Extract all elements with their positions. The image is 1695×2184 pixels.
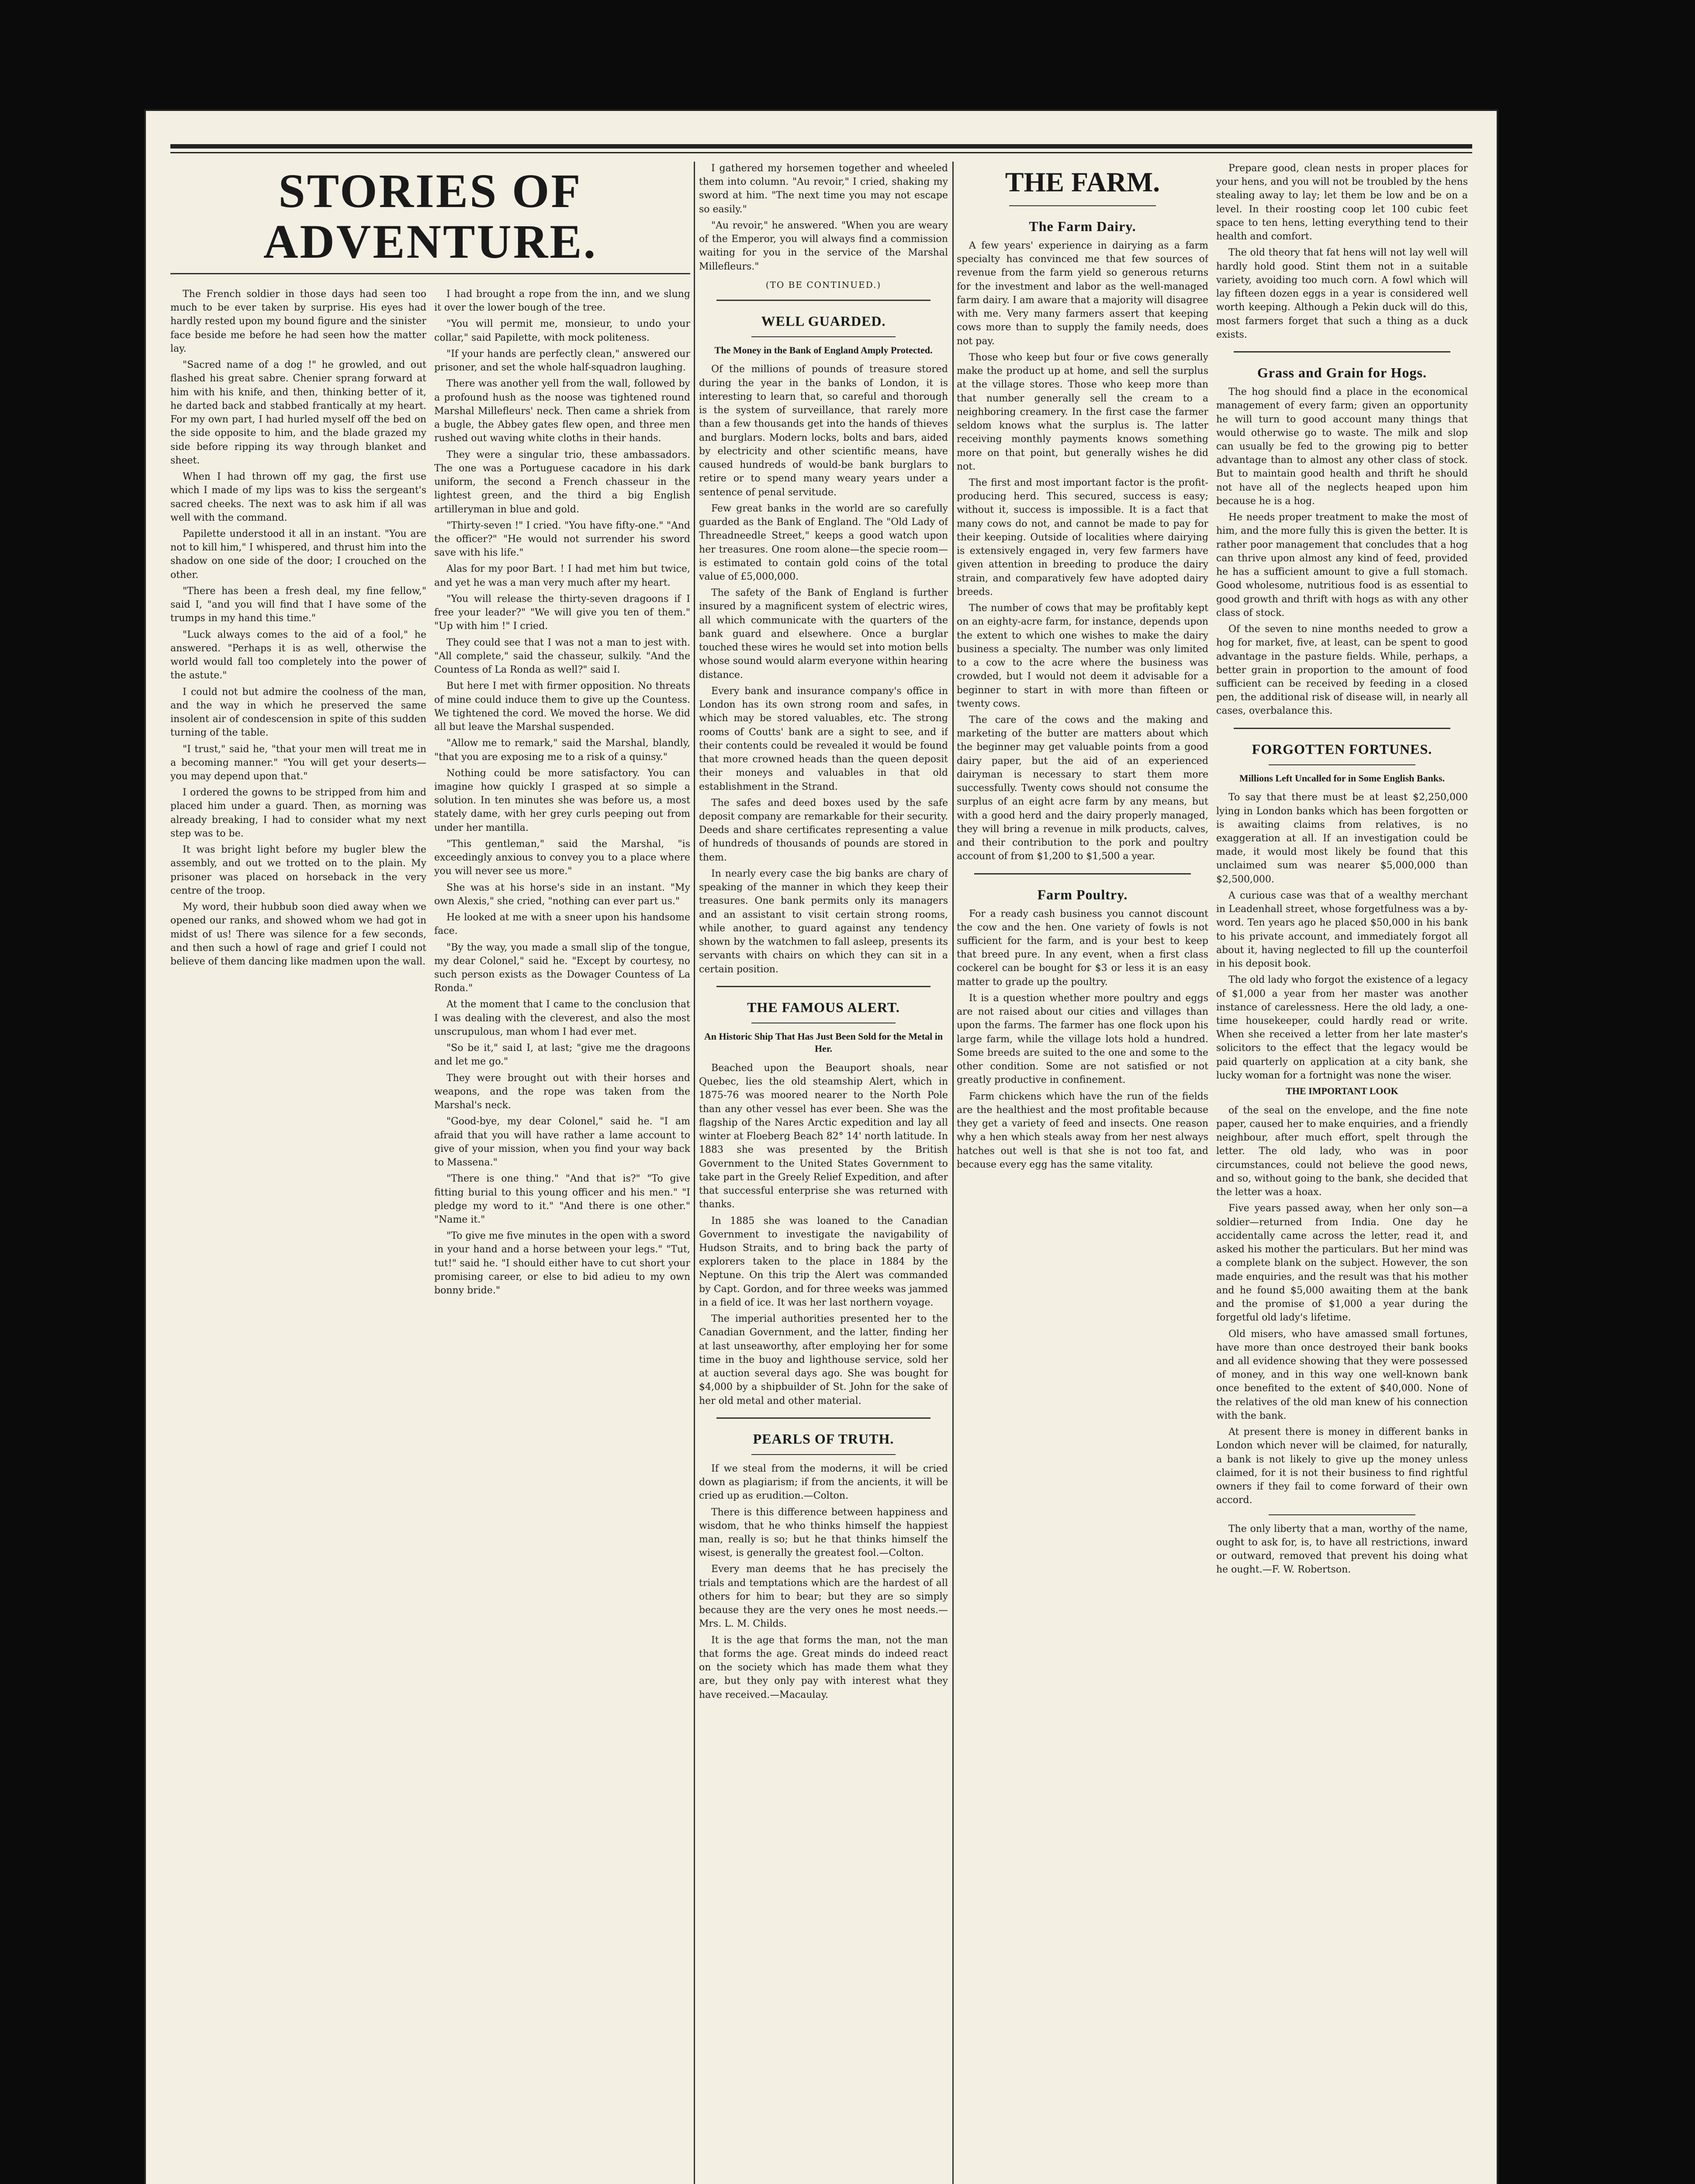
stories-columns bbox=[170, 287, 690, 1300]
article-title: WELL GUARDED. bbox=[761, 313, 886, 329]
article-paragraph: If we steal from the moderns, it will be cried down as plagiarism; if from the ancients, it will be cried up as erudition.—Colton. bbox=[699, 1463, 948, 1502]
farm-subcolumn-right bbox=[1216, 162, 1468, 1579]
article-paragraph: To say that there must be at least $2,250,000 lying in London banks which has been forgotten or is awaiting claims from relatives, is no exaggeration at all. If an investigation could be made, it would most likely be found that this unclaimed sum was nearer $5,000,000 than $2,500,000. bbox=[1216, 792, 1468, 885]
story-paragraph: "By the way, you made a small slip of the tongue, my dear Colonel," said he. "Except by courtesy, no such person exists as the Dowager Countess of La Ronda." bbox=[434, 942, 690, 994]
section-rule bbox=[716, 1417, 931, 1419]
story-paragraph: "Good-bye, my dear Colonel," said he. "I am afraid that you will have rather a lame account to give of your mission, when you find your way back to Massena." bbox=[434, 1116, 690, 1168]
article-paragraph: The old lady who forgot the existence of a legacy of $1,000 a year from her master was another instance of carelessness. Here the old lady, a one-time housekeeper, could hardly read or write. When she received a letter from her late master's solicitors to the effect that the legacy would be paid quarterly on application at a city bank, she lucky woman for a fortnight was none the wiser. bbox=[1216, 975, 1468, 1081]
farm-columns bbox=[957, 162, 1468, 1579]
section-rule bbox=[1234, 351, 1450, 352]
story-paragraph: They were brought out with their horses and weapons, and the rope was taken from the Marshal's neck. bbox=[434, 1072, 690, 1111]
title-rule bbox=[751, 336, 896, 337]
article-paragraph: For a ready cash business you cannot discount the cow and the hen. One variety of fowls is not sufficient for the farm, and is your best to keep that breed pure. In any event, when a first class cockerel can be bought for $3 or less it is an easy matter to grade up the poultry. bbox=[957, 908, 1208, 988]
article-paragraph: Prepare good, clean nests in proper places for your hens, and you will not be troubled by the hens stealing away to lay; let them be low and be on a level. In their roosting coop let 100 cubic feet space to ten hens, letting everything tend to their health and comfort. bbox=[1216, 163, 1468, 242]
story-paragraph: "There has been a fresh deal, my fine fellow," said I, "and you will find that I have some of the trumps in my hand this time." bbox=[170, 585, 426, 624]
story-paragraph: But here I met with firmer opposition. No threats of mine could induce them to give up the Countess. We tightened the cord. We moved the horse. We did all but leave the Marshal suspended. bbox=[434, 681, 690, 733]
section-rule bbox=[1269, 1514, 1415, 1515]
story-paragraph: Nothing could be more satisfactory. You can imagine how quickly I grasped at so simple a solution. In ten minutes she was before us, a most stately dame, with her grey curls peeping out from under her mantilla. bbox=[434, 767, 690, 833]
article-title: THE FAMOUS ALERT. bbox=[747, 999, 900, 1015]
continued-note: (TO BE CONTINUED.) bbox=[765, 279, 882, 290]
story-paragraph: Papilette understood it all in an instant. "You are not to kill him," I whispered, and thrust him into the shadow on one side of the door; I crouched on the other. bbox=[170, 528, 426, 581]
article-subtitle: An Historic Ship That Has Just Been Sold for the Metal in Her. bbox=[704, 1030, 943, 1054]
article-paragraph: There is this difference between happiness and wisdom, that he who thinks himself the happiest man, really is so; but he that thinks himself the wisest, is generally the greatest fool.—Colton. bbox=[699, 1507, 948, 1559]
top-rule bbox=[170, 144, 1472, 149]
story-paragraph: There was another yell from the wall, followed by a profound hush as the noose was tightened round Marshal Millefleurs' neck. Then came a shriek from a bugle, the Abbey gates flew open, and three men rushed out waving white cloths in their hands. bbox=[434, 378, 690, 444]
story-paragraph: "So be it," said I, at last; "give me the dragoons and let me go." bbox=[434, 1043, 690, 1068]
article-subtitle: Millions Left Uncalled for in Some English Banks. bbox=[1239, 772, 1445, 784]
article-paragraph: Those who keep but four or five cows generally make the product up at home, and sell the surplus at the village stores. Those who keep more than that number generally sell the cream to a neighboring creamery. In the first case the farmer seldom knows what the surplus is. The latter receiving monthly payments knows something more on that point, but generally wishes he did not. bbox=[957, 352, 1208, 472]
story-paragraph: I could not but admire the coolness of the man, and the way in which he preserved the same insolent air of condescension in spite of this sudden turning of the table. bbox=[170, 686, 426, 739]
article-paragraph: A few years' experience in dairying as a farm specialty has convinced me that few sources of revenue from the farm yield so generous returns for the investment and labor as the well-managed farm dairy. I am aware that a majority will disagree with me. Very many farmers assert that keeping cows more than to supply the family needs, does not pay. bbox=[957, 240, 1208, 347]
article-paragraph: The safety of the Bank of England is further insured by a magnificent system of electric wires, all which communicate with the quarters of the bank guard and elsewhere. Once a burglar touched these wires he would set into motion bells whose sound would alarm everyone within hearing distance. bbox=[699, 587, 948, 681]
article-paragraph: Of the millions of pounds of treasure stored during the year in the banks of London, it is interesting to learn that, so careful and thorough is the system of surveillance, that rarely more than a few thousands get into the hands of thieves and burglars. Modern locks, bolts and bars, aided by electricity and other scientific means, have caused hundreds of would-be bank burglars to retire or to spend many weary years under a sentence of penal servitude. bbox=[699, 364, 948, 498]
story-paragraph: "I trust," said he, "that your men will treat me in a becoming manner." "You will get your deserts—you may depend upon that." bbox=[170, 743, 426, 782]
article-paragraph: In 1885 she was loaned to the Canadian Government to investigate the navigability of Hudson Straits, and to bring back the party of explorers taken to the place in 1884 by the Neptune. On this trip the Alert was commanded by Capt. Gordon, and for three weeks was jammed in a field of ice. It was her last northern voyage. bbox=[699, 1215, 948, 1308]
section-rule bbox=[716, 986, 931, 987]
story-paragraph: "This gentleman," said the Marshal, "is exceedingly anxious to convey you to a place where you will never see us more." bbox=[434, 838, 690, 877]
article-title: PEARLS OF TRUTH. bbox=[753, 1431, 894, 1447]
article-paragraph: The only liberty that a man, worthy of the name, ought to ask for, is, to have all restrictions, inward or outward, removed that prevent his doing what he ought.—F. W. Robertson. bbox=[1216, 1523, 1468, 1576]
article-paragraph: At present there is money in different banks in London which never will be claimed, for naturally, a bank is not likely to give up the money unless claimed, for it is not their business to find rightful owners if they fail to come forward of their own accord. bbox=[1216, 1427, 1468, 1506]
article-title: Farm Poultry. bbox=[1037, 886, 1128, 902]
article-paragraph: In nearly every case the big banks are chary of speaking of the manner in which they keep their treasures. One bank permits only its managers and an assistant to visit certain strong rooms, while another, to guard against any tendency shown by the watchmen to fall asleep, presents its servants with chairs on which they can sit in a certain position. bbox=[699, 868, 948, 975]
article-paragraph: The care of the cows and the making and marketing of the butter are matters about which the beginner may get valuable points from a good dairy paper, but the aid of an experienced dairyman is necessary to start them more successfully. Twenty cows should not consume the surplus of an eight acre farm by any means, but with a good herd and the dairy properly managed, they will bring a revenue in milk products, calves, and their contribution to the pork and poultry account of from $1,200 to $1,500 a year. bbox=[957, 714, 1208, 862]
story-paragraph: I ordered the gowns to be stripped from him and placed him under a guard. Then, as morning was already breaking, I had to consider what my next step was to be. bbox=[170, 787, 426, 839]
story-paragraph: "To give me five minutes in the open with a sword in your hand and a horse between your legs." "Tut, tut!" said he. "I should either have to cut short your promising career, or else to bid adieu to my own bonny bride." bbox=[434, 1230, 690, 1296]
stories-section bbox=[170, 162, 690, 2184]
article-paragraph: The imperial authorities presented her to the Canadian Government, and the latter, finding her at last unseaworthy, after employing her for some time in the buoy and lighthouse service, sold her at auction several days ago. She was bought for $4,000 by a shipbuilder of St. John for the sake of her old metal and other material. bbox=[699, 1313, 948, 1406]
title-rule bbox=[751, 1454, 896, 1455]
story-paragraph: The French soldier in those days had seen too much to be ever taken by surprise. His eyes had hardly rested upon my bound figure and the sinister face beside me before he had seen how the matter lay. bbox=[170, 289, 426, 354]
story-paragraph: She was at his horse's side in an instant. "My own Alexis," she cried, "nothing can ever part us." bbox=[434, 882, 690, 907]
article-paragraph: Farm chickens which have the run of the fields are the healthiest and the most profitable because they get a variety of feed and insects. One reason why a hen which steals away from her nest always hatches out well is that she is not too fat, and because every egg has the same vitality. bbox=[957, 1091, 1208, 1170]
article-title: FORGOTTEN FORTUNES. bbox=[1252, 741, 1432, 757]
article-paragraph: The hog should find a place in the economical management of every farm; given an opportunity he will turn to good account many things that would otherwise go to waste. The milk and slop can usually be fed to the growing pig to better advantage than to almost any other class of stock. But to maintain good health and thrift he should not have all of the neglects heaped upon him because he is a hog. bbox=[1216, 387, 1468, 507]
article-title: The Farm Dairy. bbox=[1029, 218, 1136, 234]
story-paragraph: "Allow me to remark," said the Marshal, blandly, "that you are exposing me to a risk of a quinsy." bbox=[434, 738, 690, 763]
article-paragraph: Few great banks in the world are so carefully guarded as the Bank of England. The "Old Lady of Threadneedle Street," keeps a good watch upon her treasures. One room alone—the specie room—is estimated to contain gold coins of the total value of £5,000,000. bbox=[699, 503, 948, 582]
article-paragraph: Five years passed away, when her only son—a soldier—returned from India. One day he accidentally came across the letter, read it, and asked his mother the particulars. But her mind was a complete blank on the subject. However, the son made enquiries, and the result was that his mother and he found $5,000 awaiting them at the bank and the promise of $1,000 a year during the forgetful old lady's lifetime. bbox=[1216, 1203, 1468, 1324]
section-rule bbox=[974, 873, 1191, 874]
section-rule bbox=[716, 300, 931, 301]
story-paragraph: "Au revoir," he answered. "When you are weary of the Emperor, you will always find a commission waiting for you in the service of the Marshal Millefleurs." bbox=[699, 220, 948, 272]
article-paragraph: It is the age that forms the man, not the man that forms the age. Great minds do indeed react on the society which has made them what they are, but they only pay with interest what they have received.—Macaulay. bbox=[699, 1635, 948, 1700]
article-paragraph: It is a question whether more poultry and eggs are not raised about our cities and villages than upon the farms. The farmer has one flock upon his large farm, while the village lots hold a hundred. Some breeds are suited to the one and some to the other condition. Some are not satisfied or not greatly productive in confinement. bbox=[957, 992, 1208, 1086]
story-paragraph: "Luck always comes to the aid of a fool," he answered. "Perhaps it is as well, otherwise the world would fall too completely into the power of the astute." bbox=[170, 629, 426, 681]
article-title: Grass and Grain for Hogs. bbox=[1257, 365, 1427, 381]
farm-subcolumn-left bbox=[957, 162, 1208, 1579]
article-paragraph: He needs proper treatment to make the most of him, and the more fully this is given the better. It is rather poor management that concludes that a hog can thrive upon almost any kind of feed, provided he has a sufficient amount to give a full stomach. Good wholesome, nutritious food is as essential to good growth and thrift with hogs as with any other class of stock. bbox=[1216, 512, 1468, 619]
story-paragraph: "You will permit me, monsieur, to undo your collar," said Papilette, with mock politeness. bbox=[434, 318, 690, 343]
article-paragraph: The first and most important factor is the profit-producing herd. This secured, success is easy; without it, success is impossible. It is a fact that many cows do not, and cannot be made to pay for their keeping. Outside of localities where dairying is extensively engaged in, very few farmers have given attention in breeding to produce the dairy strain, and comparatively few have adopted dairy breeds. bbox=[957, 477, 1208, 598]
article-paragraph: of the seal on the envelope, and the fine note paper, caused her to make enquiries, and a friendly neighbour, after much effort, spelt through the letter. The old lady, who was in poor circumstances, could not believe the good news, and so, without going to the bank, she decided that the letter was a hoax. bbox=[1216, 1105, 1468, 1198]
article-paragraph: Beached upon the Beauport shoals, near Quebec, lies the old steamship Alert, which in 1875-76 was moored nearer to the North Pole than any other vessel has ever been. She was the flagship of the Nares Arctic expedition and lay all winter at Floeberg Beach 82° 14' north latitude. In 1883 she was presented by the British Government to the United States Government to take part in the Greely Relief Expedition, and after that successful enterprise she was returned with thanks. bbox=[699, 1062, 948, 1210]
story-paragraph: "Thirty-seven !" I cried. "You have fifty-one." "And the officer?" "He would not surrender his sword save with his life." bbox=[434, 520, 690, 559]
stories-subcolumn-left bbox=[170, 287, 426, 1300]
article-paragraph: A curious case was that of a wealthy merchant in Leadenhall street, whose forgetfulness was a by-word. Ten years ago he placed $50,000 in his bank to his private account, and immediately forgot all about it, having neglected to fill up the counterfoil in his deposit book. bbox=[1216, 890, 1468, 970]
masthead: STORIES OF ADVENTURE. bbox=[170, 166, 690, 274]
middle-column bbox=[699, 162, 948, 2184]
story-paragraph: He looked at me with a sneer upon his handsome face. bbox=[434, 912, 690, 937]
inline-subhead: THE IMPORTANT LOOK bbox=[1286, 1085, 1398, 1097]
title-rule bbox=[1269, 764, 1415, 765]
story-paragraph: I had brought a rope from the inn, and we slung it over the lower bough of the tree. bbox=[434, 289, 690, 314]
farm-section bbox=[957, 162, 1468, 2184]
section-rule bbox=[1234, 728, 1450, 729]
article-paragraph: Every bank and insurance company's office in London has its own strong room and safes, in which may be stored valuables, etc. The strong rooms of Coutts' bank are a sight to see, and if their contents could be revealed it would be found that more crowned heads than the queen deposit their moneys and valuables in that old establishment in the Strand. bbox=[699, 685, 948, 792]
story-paragraph: At the moment that I came to the conclusion that I was dealing with the cleverest, and also the most unscrupulous, man whom I had ever met. bbox=[434, 999, 690, 1037]
story-paragraph: "If your hands are perfectly clean," answered our prisoner, and set the whole half-squadron laughing. bbox=[434, 348, 690, 373]
article-paragraph: The old theory that fat hens will not lay well will hardly hold good. Stint them not in a suitable variety, avoiding too much corn. A fowl which will lay fifteen dozen eggs in a year is considered well worth keeping. Although a Pekin duck will do this, most farmers forget that such a thing as a duck exists. bbox=[1216, 247, 1468, 340]
story-paragraph: They were a singular trio, these ambassadors. The one was a Portuguese cacadore in his dark uniform, the second a French chasseur in the lightest green, and the third a big English artilleryman in blue and gold. bbox=[434, 449, 690, 515]
article-paragraph: The number of cows that may be profitably kept on an eighty-acre farm, for instance, depends upon the extent to which one wishes to make the dairy business a specialty. The number was only limited to a cow to the acre where the business was crowded, but I would not deem it advisable for a beginner to start in with more than fifteen or twenty cows. bbox=[957, 603, 1208, 709]
story-paragraph: It was bright light before my bugler blew the assembly, and out we trotted on to the plain. My prisoner was placed on horseback in the very centre of the troop. bbox=[170, 844, 426, 896]
article-paragraph: The safes and deed boxes used by the safe deposit company are remarkable for their security. Deeds and share certificates representing a value of hundreds of thousands of pounds are stored in them. bbox=[699, 797, 948, 863]
article-paragraph: Every man deems that he has precisely the trials and temptations which are the hardest of all others for him to bear; but they are so simply because they are the very ones he most needs.—Mrs. L. M. Childs. bbox=[699, 1564, 948, 1630]
article-paragraph: Of the seven to nine months needed to grow a hog for market, five, at least, can be spent to good advantage in the pasture fields. While, perhaps, a better grain in proportion to the amount of food sufficient can be received by feeding in a closed pen, the additional risk of disease will, in nearly all cases, overbalance this. bbox=[1216, 624, 1468, 717]
story-paragraph: "Sacred name of a dog !" he growled, and out flashed his great sabre. Chenier sprang forward at him with his knife, and then, thinking better of it, he darted back and stabbed frantically at my heart. For my own part, I had hurled myself off the bed on the side opposite to him, and the blade grazed my side before ripping its way through blanket and sheet. bbox=[170, 359, 426, 466]
title-rule bbox=[1009, 205, 1156, 206]
stories-subcolumn-right bbox=[434, 287, 690, 1300]
story-paragraph: They could see that I was not a man to jest with. "All complete," said the chasseur, sulkily. "And the Countess of La Ronda as well?" said I. bbox=[434, 637, 690, 676]
top-rule-thin bbox=[170, 152, 1472, 153]
section-title: THE FARM. bbox=[1005, 166, 1160, 197]
newspaper-page bbox=[144, 109, 1498, 2184]
story-paragraph: I gathered my horsemen together and wheeled them into column. "Au revoir," I cried, shaking my sword at him. "The next time you may not escape so easily." bbox=[699, 163, 948, 215]
column-divider bbox=[694, 162, 695, 2184]
story-paragraph: When I had thrown off my gag, the first use which I made of my lips was to kiss the sergeant's sacred cheeks. The next was to ask him if all was well with the command. bbox=[170, 471, 426, 523]
story-paragraph: Alas for my poor Bart. ! I had met him but twice, and yet he was a man very much after my heart. bbox=[434, 563, 690, 588]
story-paragraph: "There is one thing." "And that is?" "To give fitting burial to this young officer and his men." "I pledge my word to it." "And there is one other." "Name it." bbox=[434, 1173, 690, 1225]
article-paragraph: Old misers, who have amassed small fortunes, have more than once destroyed their bank books and all evidence showing that they were possessed of money, and in this way one well-known bank once benefited to the extent of $40,000. None of the relatives of the old man knew of his connection with the bank. bbox=[1216, 1328, 1468, 1421]
article-subtitle: The Money in the Bank of England Amply Protected. bbox=[714, 344, 933, 356]
story-paragraph: "You will release the thirty-seven dragoons if I free your leader?" "We will give you ten of them." "Up with him !" I cried. bbox=[434, 593, 690, 632]
story-paragraph: My word, their hubbub soon died away when we opened our ranks, and showed whom we had got in midst of us! There was silence for a few seconds, and then such a howl of rage and grief I could not believe of them dancing like madmen upon the wall. bbox=[170, 902, 426, 968]
column-divider bbox=[952, 162, 954, 2184]
